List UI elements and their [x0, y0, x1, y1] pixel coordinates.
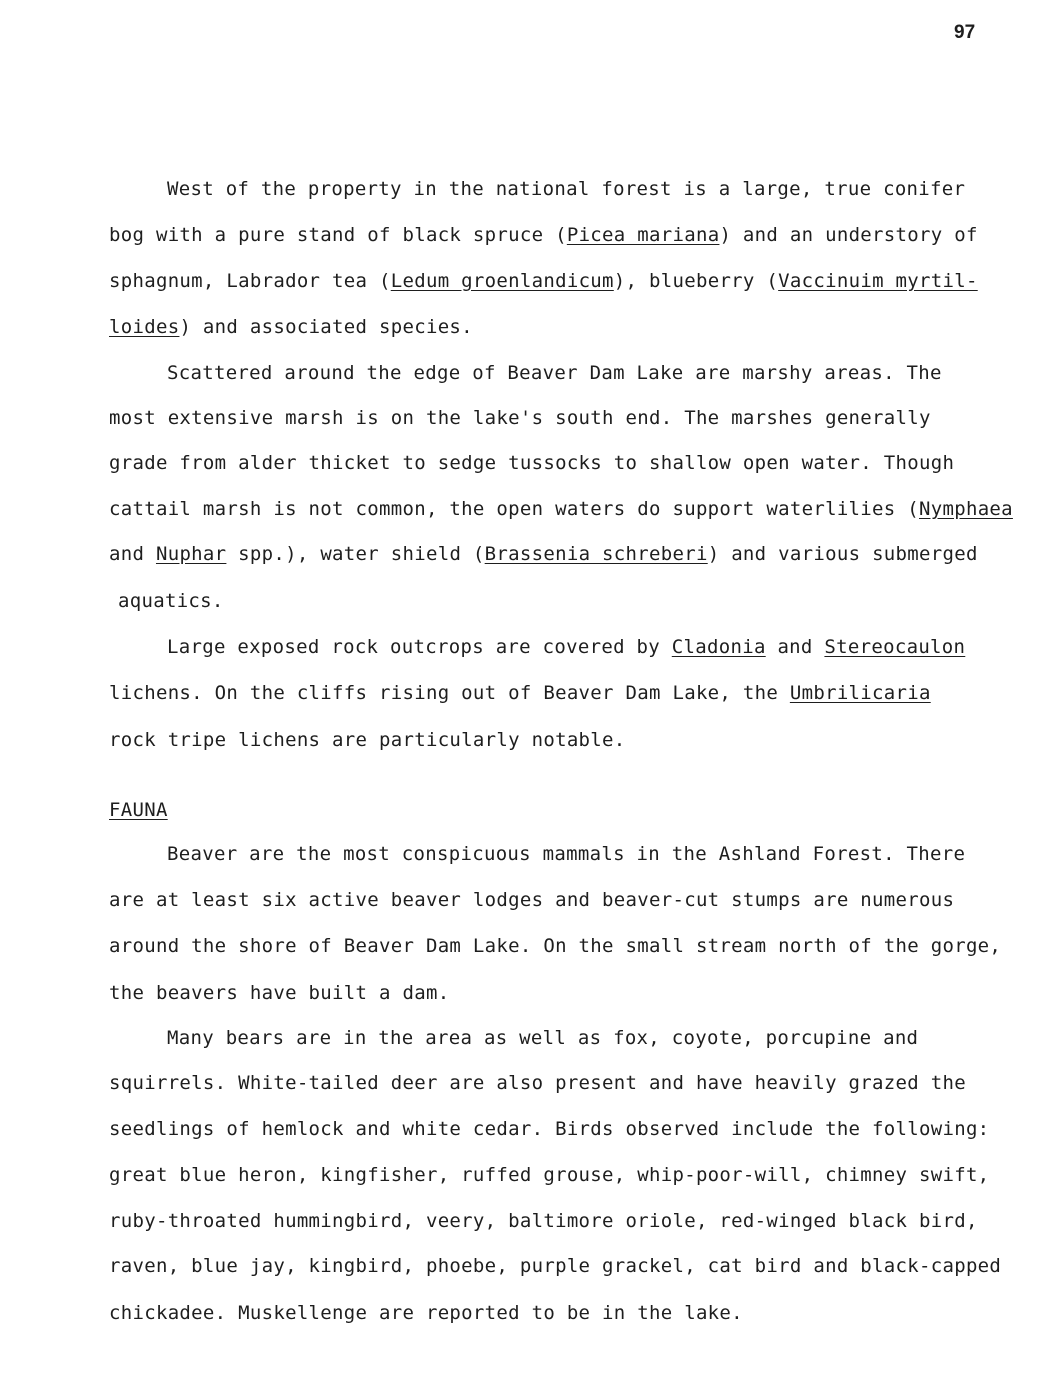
page-number: 97	[954, 22, 976, 43]
scientific-name: Nuphar	[155, 543, 227, 565]
text-line: and Nuphar spp.), water shield (Brassenia schreberi) and various submerged	[109, 543, 978, 565]
text-line: chickadee. Muskellenge are reported to be in the lake.	[109, 1302, 743, 1324]
text-line: Beaver are the most conspicuous mammals in the Ashland Forest. There	[167, 843, 966, 865]
text-line: bog with a pure stand of black spruce (Picea mariana) and an understory of	[109, 224, 978, 246]
text-line: cattail marsh is not common, the open waters do support waterlilies (Nymphaea	[109, 498, 1013, 520]
scientific-name: Cladonia	[671, 636, 766, 658]
scientific-name: Vaccinuim myrtil-	[778, 270, 978, 292]
text-line: grade from alder thicket to sedge tussocks to shallow open water. Though	[109, 452, 955, 474]
text-line: lichens. On the cliffs rising out of Beaver Dam Lake, the Umbrilicaria	[109, 682, 931, 704]
scientific-name: Picea mariana	[566, 224, 720, 246]
text-line: Many bears are in the area as well as fox, coyote, porcupine and	[167, 1027, 919, 1049]
scientific-name: Nymphaea	[919, 498, 1013, 520]
section-heading: FAUNA	[109, 799, 168, 821]
scientific-name: loides	[109, 316, 180, 338]
text-line: loides) and associated species.	[109, 316, 473, 338]
scientific-name: Brassenia schreberi	[484, 543, 708, 565]
text-line: sphagnum, Labrador tea (Ledum groenlandicum), blueberry (Vaccinuim myrtil-	[109, 270, 978, 292]
text-line: rock tripe lichens are particularly notable.	[109, 729, 626, 751]
text-line: seedlings of hemlock and white cedar. Birds observed include the following:	[109, 1118, 990, 1140]
text-line: Scattered around the edge of Beaver Dam Lake are marshy areas. The	[167, 362, 942, 384]
text-line: ruby-throated hummingbird, veery, baltimore oriole, red-winged black bird,	[109, 1210, 978, 1232]
text-line: around the shore of Beaver Dam Lake. On the small stream north of the gorge,	[109, 935, 1002, 957]
text-line: the beavers have built a dam.	[109, 982, 450, 1004]
scientific-name: Umbrilicaria	[789, 682, 931, 704]
scientific-name: Stereocaulon	[824, 636, 966, 658]
text-line: most extensive marsh is on the lake's south end. The marshes generally	[109, 407, 931, 429]
text-line: West of the property in the national forest is a large, true conifer	[167, 178, 966, 200]
text-line: are at least six active beaver lodges and beaver-cut stumps are numerous	[109, 889, 955, 911]
scientific-name: Ledum groenlandicum	[390, 270, 614, 292]
text-line: raven, blue jay, kingbird, phoebe, purple grackel, cat bird and black-capped	[109, 1255, 1002, 1277]
text-line: squirrels. White-tailed deer are also present and have heavily grazed the	[109, 1072, 966, 1094]
text-line: great blue heron, kingfisher, ruffed grouse, whip-poor-will, chimney swift,	[109, 1164, 990, 1186]
text-line: Large exposed rock outcrops are covered by Cladonia and Stereocaulon	[167, 636, 966, 658]
text-line: aquatics.	[118, 590, 224, 612]
